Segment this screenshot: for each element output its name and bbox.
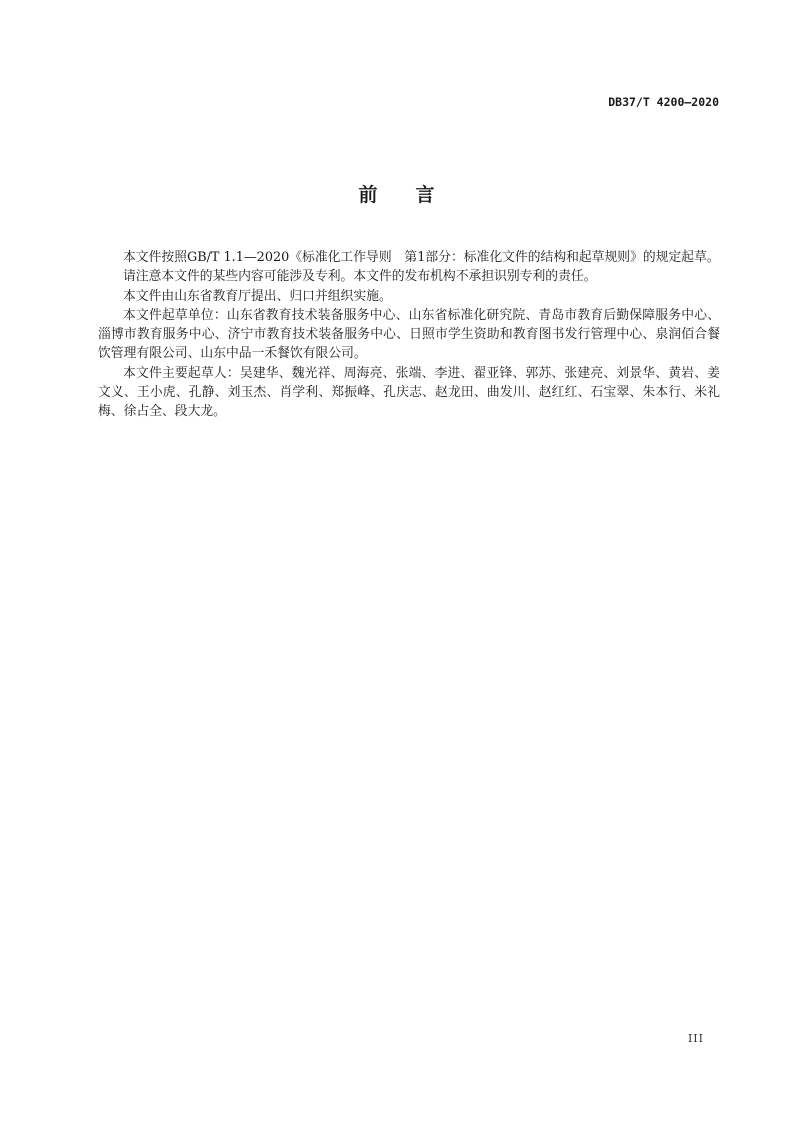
- paragraph-drafters: 本文件主要起草人：吴建华、魏光祥、周海亮、张端、李进、翟亚锋、郭苏、张建亮、刘景华、黄岩、姜文义、王小虎、孔静、刘玉杰、肖学利、郑振峰、孔庆志、赵龙田、曲发川、赵红红、石宝翠、朱本行、米礼梅、徐占全、段大龙。: [98, 365, 720, 420]
- standard-code: DB37/T 4200—2020: [608, 95, 719, 109]
- title-char-2: 言: [415, 184, 435, 206]
- foreword-body: [98, 248, 720, 422]
- paragraph-patent-notice: 请注意本文件的某些内容可能涉及专利。本文件的发布机构不承担识别专利的责任。: [123, 269, 597, 285]
- paragraph-drafting-units: 本文件起草单位：山东省教育技术装备服务中心、山东省标准化研究院、青岛市教育后勤保障服务中心、淄博市教育服务中心、济宁市教育技术装备服务中心、日照市学生资助和教育图书发行管理中心、泉润佰合餐饮管理有限公司、山东中品一禾餐饮有限公司。: [98, 307, 720, 362]
- paragraph-proposer: 本文件由山东省教育厅提出、归口并组织实施。: [123, 288, 392, 304]
- page-number: III: [687, 1032, 704, 1045]
- page-title: [0, 180, 793, 207]
- title-char-1: 前: [358, 184, 378, 206]
- paragraph-drafting-rules: 本文件按照GB/T 1.1—2020《标准化工作导则 第1部分：标准化文件的结构和起草规则》的规定起草。: [123, 250, 720, 265]
